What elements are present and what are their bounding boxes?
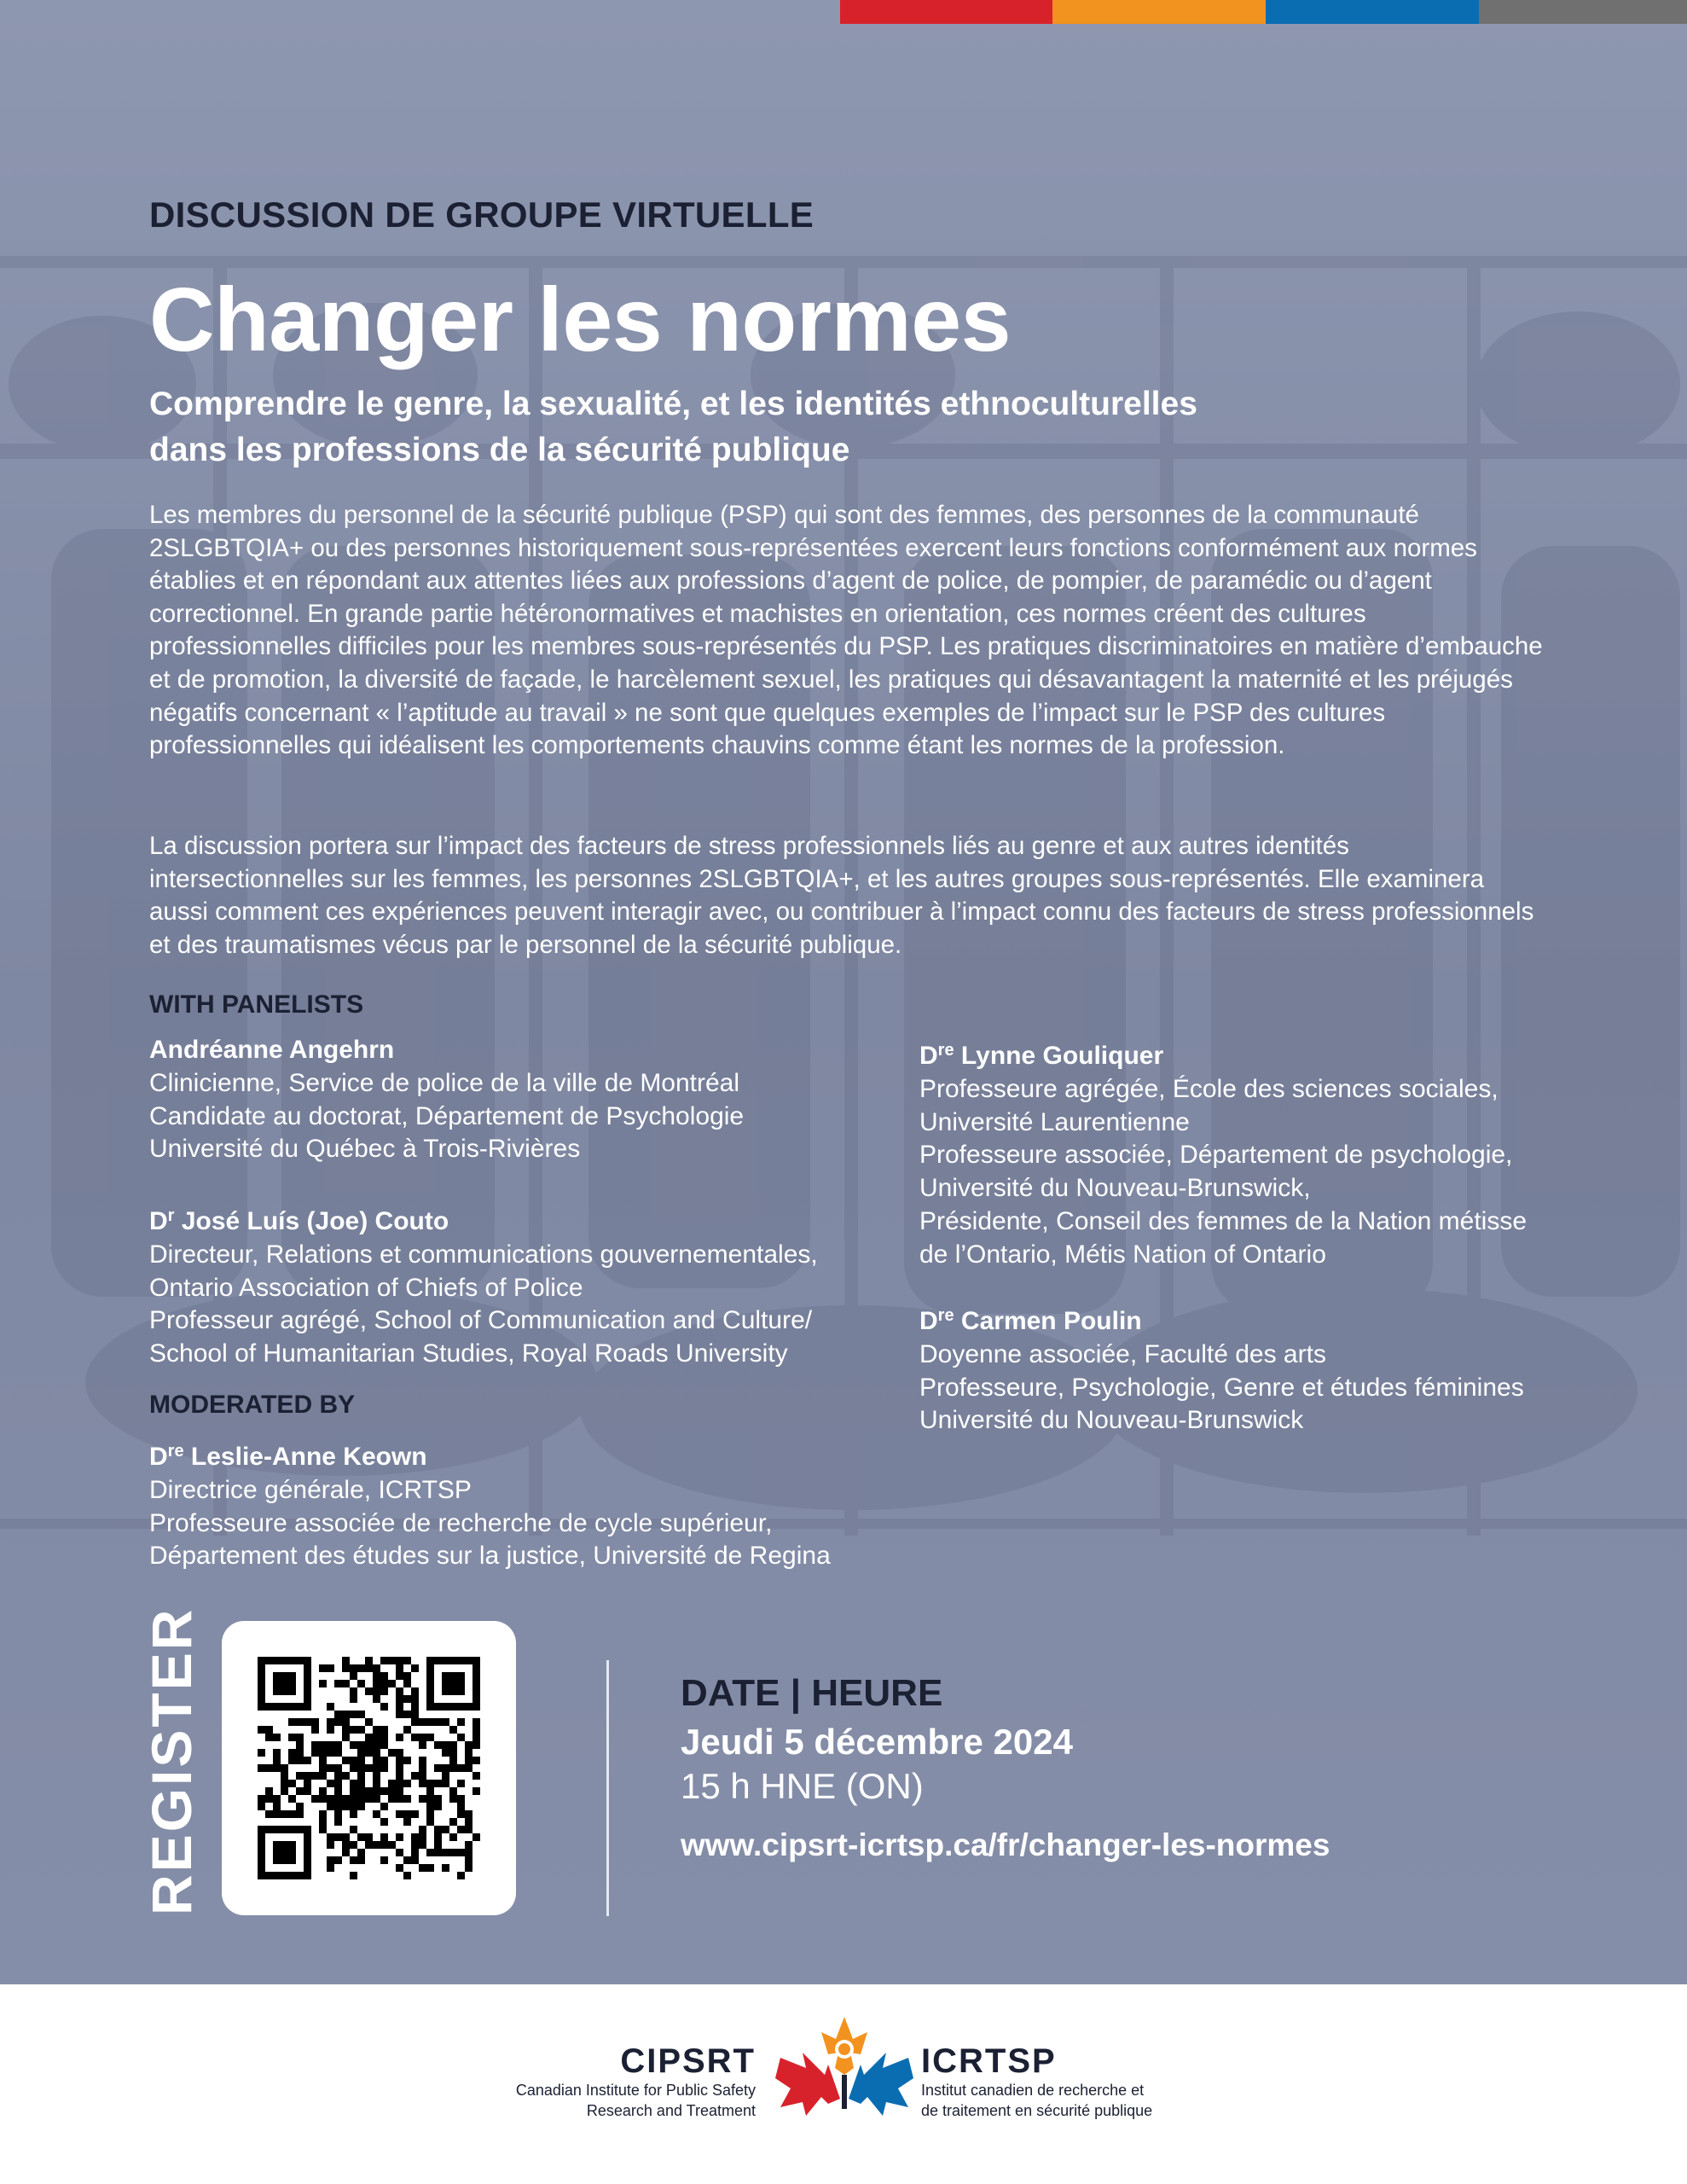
panelist-role: Présidente, Conseil des femmes de la Nation métisse: [919, 1206, 1528, 1235]
cipsrt-logo-text: [516, 2042, 756, 2121]
panelist-role: Université Laurentienne: [919, 1107, 1190, 1136]
cipsrt-name-line-1: Canadian Institute for Public Safety: [515, 2082, 756, 2099]
icrtsp-abbreviation: ICRTSP: [921, 2042, 1057, 2080]
subtitle: [149, 381, 1429, 473]
panelist-role: de l’Ontario, Métis Nation of Ontario: [919, 1240, 1326, 1269]
panelist-role: Clinicienne, Service de police de la ville de Montréal: [149, 1068, 740, 1097]
icrtsp-logo-text: [921, 2042, 1152, 2121]
honorific-superscript: re: [937, 1041, 954, 1060]
panelist-name-row: [919, 1034, 1653, 1073]
moderator-leslie-anne-keown: [149, 1435, 883, 1573]
accent-bar-blue: [1266, 0, 1479, 24]
panelist-carmen-poulin: [919, 1299, 1653, 1438]
description-paragraph-1: Les membres du personnel de la sécurité publique (PSP) qui sont des femmes, des personnes de la communauté 2SLGBTQIA+ ou des personnes historiquement sous-représentées exercent leurs fonctions conformément aux normes établies et en répondant aux attentes liées aux professions d’agent de police, de pompier, de paramédic ou d’agent correctionnel. En grande partie hétéronormatives et machistes en orientation, ces normes créent des cultures professionnelles difficiles pour les membres sous-représentés du PSP. Les pratiques discriminatoires en matière d’embauche et de promotion, la diversité de façade, le harcèlement sexuel, les pratiques qui désavantagent la maternité et les préjugés négatifs concernant « l’aptitude au travail » ne sont que quelques exemples de l’impact sur le PSP des cultures professionnelles qui idéalisent les comportements chauvins comme étant les normes de la profession.: [149, 501, 1543, 760]
panelist-role: Doyenne associée, Faculté des arts: [919, 1339, 1326, 1368]
panelist-name: Andréanne Angehrn: [149, 1036, 395, 1064]
panelist-role: Professeure associée, Département de psychologie,: [919, 1141, 1513, 1170]
panelist-name: Lynne Gouliquer: [960, 1042, 1164, 1070]
moderator-heading: MODERATED BY: [149, 1391, 356, 1419]
registration-qr-code[interactable]: [222, 1621, 516, 1915]
accent-bar-orange: [1052, 0, 1266, 24]
maple-leaf-person-icon: [772, 2015, 917, 2126]
event-date: Jeudi 5 décembre 2024: [681, 1722, 1073, 1762]
accent-bar-red: [840, 0, 1052, 24]
panelist-role: Professeure agrégée, École des sciences sociales,: [919, 1074, 1499, 1103]
moderator-role: Directrice générale, ICRTSP: [149, 1475, 472, 1504]
registration-link[interactable]: www.cipsrt-icrtsp.ca/fr/changer-les-normes: [681, 1827, 1330, 1862]
panelist-name: José Luís (Joe) Couto: [181, 1207, 449, 1235]
panelist-name-row: [919, 1299, 1653, 1339]
subtitle-line-2: dans les professions de la sécurité publique: [149, 432, 850, 468]
honorific: D: [149, 1443, 168, 1471]
cipsrt-name-line-2: Research and Treatment: [586, 2102, 756, 2119]
icrtsp-name-line-1: Institut canadien de recherche et: [921, 2082, 1145, 2099]
panelists-heading: WITH PANELISTS: [149, 990, 364, 1019]
cipsrt-abbreviation: CIPSRT: [620, 2042, 756, 2080]
accent-bar-gray: [1479, 0, 1687, 24]
honorific-superscript: re: [937, 1306, 954, 1325]
panelist-role: Ontario Association of Chiefs of Police: [149, 1273, 583, 1302]
subtitle-line-1: Comprendre le genre, la sexualité, et les identités ethnoculturelles: [149, 386, 1197, 422]
panelist-role: Université du Québec à Trois-Rivières: [149, 1135, 581, 1164]
panelist-role: Université du Nouveau-Brunswick,: [919, 1174, 1311, 1203]
vertical-divider: [606, 1660, 609, 1916]
event-time: 15 h HNE (ON): [681, 1766, 924, 1806]
icrtsp-name-line-2: de traitement en sécurité publique: [921, 2102, 1153, 2119]
panelist-role: Candidate au doctorat, Département de Psychologie: [149, 1101, 745, 1130]
moderator-role: Professeure associée de recherche de cycle supérieur,: [149, 1508, 773, 1537]
honorific-superscript: re: [167, 1442, 184, 1461]
panelist-role: Professeure, Psychologie, Genre et études féminines: [919, 1373, 1524, 1402]
panelist-jose-luis-couto: [149, 1199, 883, 1371]
panelist-lynne-gouliquer: [919, 1034, 1653, 1272]
panelist-role: School of Humanitarian Studies, Royal Roads University: [149, 1339, 788, 1368]
description-paragraph-2: La discussion portera sur l’impact des facteurs de stress professionnels liés au genre et aux autres identités intersectionnelles sur les femmes, les personnes 2SLGBTQIA+, et les autres groupes sous-représentés. Elle examinera aussi comment ces expériences peuvent interagir avec, ou contribuer à l’impact connu des facteurs de stress professionnels et des traumatismes vécus par le personnel de la sécurité publique.: [149, 832, 1534, 959]
panelist-role: Professeur agrégé, School of Communication and Culture/: [149, 1306, 813, 1335]
qr-code-icon: [258, 1657, 480, 1879]
moderator-role: Département des études sur la justice, Université de Regina: [149, 1542, 831, 1571]
panelist-role: Université du Nouveau-Brunswick: [919, 1406, 1304, 1435]
panelist-andreanne-angehrn: [149, 1034, 883, 1166]
honorific: D: [919, 1307, 938, 1335]
event-type: DISCUSSION DE GROUPE VIRTUELLE: [149, 195, 815, 235]
panelist-name: Carmen Poulin: [960, 1307, 1142, 1335]
register-label: REGISTER: [140, 1606, 203, 1915]
honorific: D: [919, 1042, 938, 1070]
panelist-role: Directeur, Relations et communications gouvernementales,: [149, 1240, 818, 1269]
moderator-name: Leslie-Anne Keown: [190, 1443, 427, 1471]
panelist-name-row: [149, 1199, 883, 1239]
page-title: Changer les normes: [149, 270, 1012, 370]
date-time-heading: DATE | HEURE: [681, 1672, 943, 1714]
moderator-name-row: [149, 1435, 883, 1474]
honorific-superscript: r: [167, 1206, 175, 1225]
honorific: D: [149, 1207, 168, 1235]
